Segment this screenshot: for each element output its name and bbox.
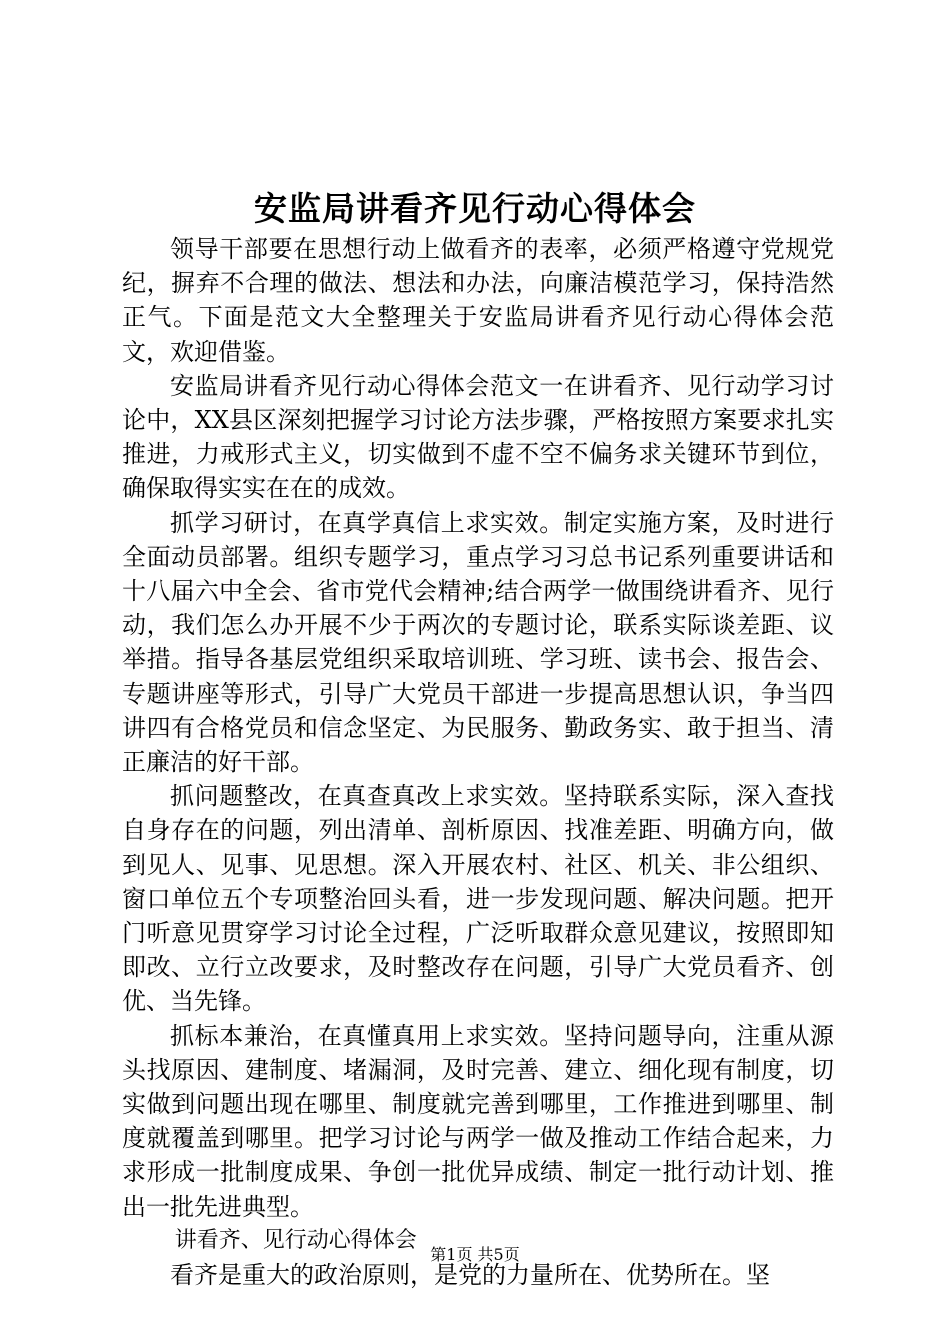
paragraph-rectification: 抓问题整改，在真查真改上求实效。坚持联系实际，深入查找自身存在的问题，列出清单、剖析原因、找准差距、明确方向，做到见人、见事、见思想。深入开展农村、社区、机关、非公组织、窗口单位五个专项整治回头看，进一步发现问题、解决问题。把开门听意见贯穿学习讨论全过程，广泛听取群众意见建议，按照即知即改、立行立改要求，及时整改存在问题，引导广大党员看齐、创优、当先锋。 bbox=[122, 782, 834, 1016]
paragraph-systems: 抓标本兼治，在真懂真用上求实效。坚持问题导向，注重从源头找原因、建制度、堵漏洞，及时完善、建立、细化现有制度，切实做到问题出现在哪里、制度就完善到哪里，工作推进到哪里、制度就覆盖到哪里。把学习讨论与两学一做及推动工作结合起来，力求形成一批制度成果、争创一批优异成绩、制定一批行动计划、推出一批先进典型。 bbox=[122, 1021, 834, 1221]
document-body bbox=[122, 232, 834, 1292]
paragraph-alignment: 看齐是重大的政治原则，是党的力量所在、优势所在。坚 bbox=[170, 1261, 770, 1290]
paragraph-sample-one: 安监局讲看齐见行动心得体会范文一在讲看齐、见行动学习讨论中，XX县区深刻把握学习讨论方法步骤，严格按照方案要求扎实推进，力戒形式主义，切实做到不虚不空不偏务求关键环节到位，确保取得实实在在的成效。 bbox=[122, 371, 834, 503]
paragraph-intro: 领导干部要在思想行动上做看齐的表率，必须严格遵守党规党纪，摒弃不合理的做法、想法和办法，向廉洁模范学习，保持浩然正气。下面是范文大全整理关于安监局讲看齐见行动心得体会范文，欢迎借鉴。 bbox=[122, 235, 834, 366]
paragraph-study: 抓学习研讨，在真学真信上求实效。制定实施方案，及时进行全面动员部署。组织专题学习，重点学习习总书记系列重要讲话和十八届六中全会、省市党代会精神;结合两学一做围绕讲看齐、见行动，我们怎么办开展不少于两次的专题讨论，联系实际谈差距、议举措。指导各基层党组织采取培训班、学习班、读书会、报告会、专题讲座等形式，引导广大党员干部进一步提高思想认识，争当四讲四有合格党员和信念坚定、为民服务、勤政务实、敢于担当、清正廉洁的好干部。 bbox=[122, 508, 834, 777]
document-title: 安监局讲看齐见行动心得体会 bbox=[254, 189, 696, 228]
page-number-footer: 第1页 共5页 bbox=[430, 1245, 520, 1264]
section-heading: 讲看齐、见行动心得体会 bbox=[174, 1227, 417, 1253]
